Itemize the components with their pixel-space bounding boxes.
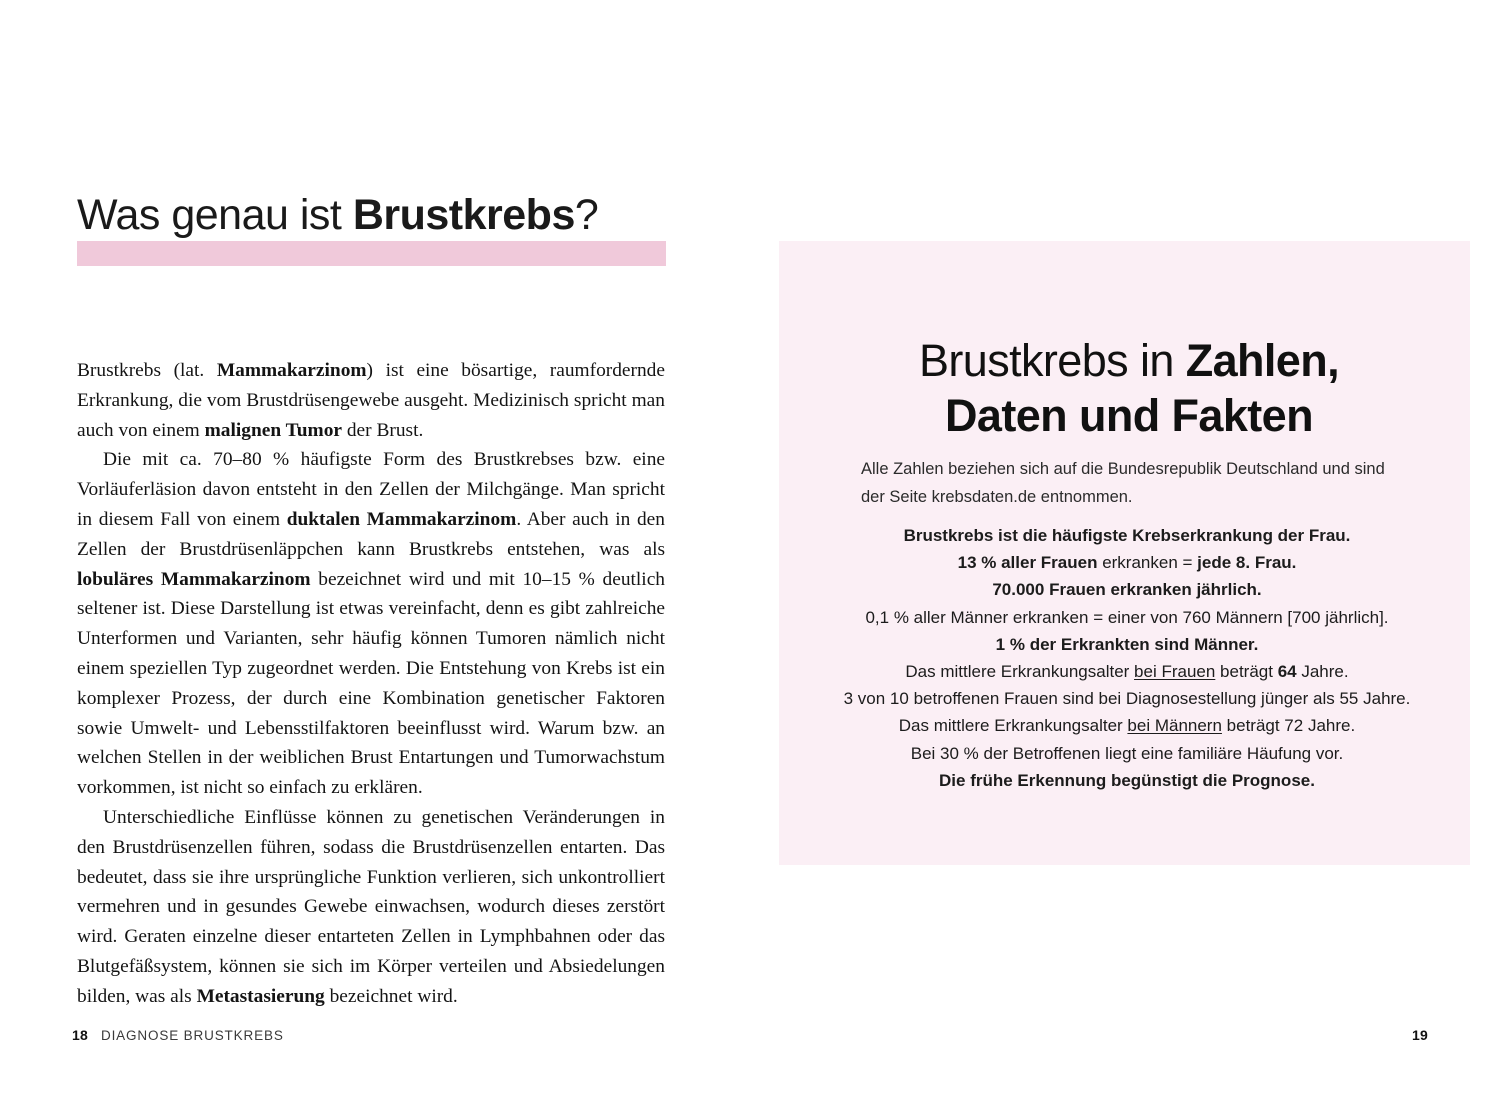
page-number-right: 19 <box>1412 1027 1428 1043</box>
facts-heading-light: Brustkrebs in <box>918 335 1186 387</box>
body-text-column <box>77 356 665 1012</box>
page-number-left: 18 <box>72 1027 88 1043</box>
fact-3-of-10-under-55: 3 von 10 betroffenen Frauen sind bei Diagnosestellung jünger als 55 Jahre. <box>843 689 1411 709</box>
running-head: DIAGNOSE BRUSTKREBS <box>100 1028 284 1043</box>
facts-source-note: Alle Zahlen beziehen sich auf die Bundesrepublik Deutschland und sind der Seite krebsdaten.de entnommen. <box>861 459 1385 506</box>
para-forms: Die mit ca. 70–80 % häufigste Form des Brustkrebses bzw. eine Vorläuferläsion davon entsteht in den Zellen der Milchgänge. Man spricht in diesem Fall von einem duktalen Mammakarzinom. Aber auch in den Zellen der Brustdrüsenläppchen kann Brustkrebs entstehen, was als lobuläres Mammakarzinom bezeichnet wird und mit 10–15 % deutlich seltener ist. Diese Darstellung ist etwas vereinfacht, denn es gibt zahlreiche Unterformen und Varianten, sehr häufig können Tumoren nämlich nicht einem speziellen Typ zugeordnet werden. Die Entstehung von Krebs ist ein komplexer Prozess, der durch eine Kombination genetischer Faktoren sowie Umwelt- und Lebensstilfaktoren beeinflusst wird. Warum bzw. an welchen Stellen in der weiblichen Brust Entartungen und Tumorwachstum vorkommen, ist nicht so einfach zu erklären. <box>77 449 665 799</box>
facts-list <box>809 522 1445 794</box>
para-definition: Brustkrebs (lat. Mammakarzinom) ist eine bösartige, raumfordernde Erkrankung, die vom Brustdrüsengewebe ausgeht. Medizinisch spricht man auch von einem malignen Tumor der Brust. <box>77 360 665 441</box>
fact-70000-yearly: 70.000 Frauen erkranken jährlich. <box>992 580 1262 600</box>
fact-familial-30-percent: Bei 30 % der Betroffenen liegt eine familiäre Häufung vor. <box>910 743 1344 763</box>
right-page <box>750 0 1500 1097</box>
left-page-footer <box>72 1027 284 1043</box>
fact-most-common: Brustkrebs ist die häufigste Krebserkrankung der Frau. <box>903 526 1351 545</box>
fact-early-detection: Die frühe Erkennung begünstigt die Prognose. <box>939 770 1315 790</box>
page-title-light: Was genau ist <box>77 190 353 239</box>
facts-panel <box>779 241 1470 865</box>
page-title-trailing: ? <box>574 190 599 239</box>
fact-mean-age-women: Das mittlere Erkrankungsalter bei Frauen beträgt 64 Jahre. <box>905 662 1349 682</box>
fact-1-percent-men: 1 % der Erkrankten sind Männer. <box>995 634 1259 654</box>
para-metastasis: Unterschiedliche Einflüsse können zu genetischen Veränderungen in den Brustdrüsenzellen führen, sodass die Brustdrüsenzellen entarten. Das bedeutet, dass sie ihre ursprüngliche Funktion verlieren, sich unkontrolliert vermehren und in gesundes Gewebe einwachsen, wodurch dieses zerstört wird. Geraten einzelne dieser entarteten Zellen in Lymphbahnen oder das Blutgefäßsystem, können sie sich im Körper verteilen und Absiedelungen bilden, was als Metastasierung bezeichnet wird. <box>77 806 665 1007</box>
page-title-bold: Brustkrebs <box>352 190 575 239</box>
fact-mean-age-men: Das mittlere Erkrankungsalter bei Männern beträgt 72 Jahre. <box>898 716 1356 736</box>
facts-panel-heading <box>839 333 1419 443</box>
facts-heading-bold-1: Zahlen, <box>1185 335 1340 387</box>
facts-heading-bold-2: Daten und Fakten <box>945 390 1313 442</box>
fact-13-percent: 13 % aller Frauen erkranken = jede 8. Frau. <box>957 553 1297 573</box>
fact-men-0-1-percent: 0,1 % aller Männer erkranken = einer von 760 Männern [700 jährlich]. <box>865 607 1389 627</box>
title-accent-rule <box>77 241 666 266</box>
page-title <box>77 189 697 241</box>
